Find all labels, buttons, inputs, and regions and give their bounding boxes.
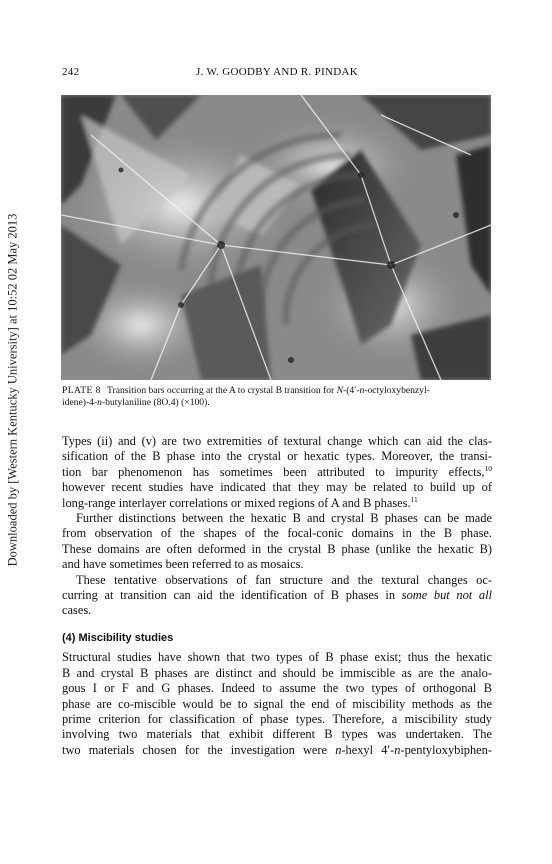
text-line: and have sometimes been referred to as mosaics. [62,557,304,572]
text-line: from observation of the shapes of the focal-conic domains in the B phase. [62,526,492,541]
text-line [62,588,492,603]
text-line: cases. [62,603,92,618]
paragraph [62,434,492,511]
text-line: however recent studies have indicated that they may be related to build up of [62,480,492,495]
text-line [62,496,492,511]
body-text [62,434,492,758]
caption-italic: n [359,385,365,396]
text-line [62,465,492,480]
paragraph [62,650,492,758]
text-run: tion bar phenomenon has sometimes been attributed to impurity effects, [62,464,485,479]
text-line: Types (ii) and (v) are two extremities of textural change which can aid the clas- [62,434,492,448]
text-line: B and crystal B phases are distinct and should be immiscible as are the analo- [62,665,492,680]
caption-italic: n [97,397,102,408]
text-run: -hexyl 4′- [341,742,395,757]
caption-text: -(4′- [343,385,360,396]
emphasis-text: n [335,742,342,757]
text-line: sification of the B phase into the crystal or hexatic types. Moreover, the transi- [62,449,492,464]
caption-text: Transition bars occurring at the A to crystal B transition for [107,385,337,396]
plate-micrograph [61,95,491,380]
text-line: prime criterion for classification of phase types. Therefore, a miscibility study [62,711,492,726]
running-head: J. W. GOODBY AND R. PINDAK [195,66,359,78]
emphasis-text: n [394,742,401,757]
text-run: two materials chosen for the investigation were [62,742,336,757]
text-run: curring at transition can aid the identification of B phases in [62,588,402,603]
paragraph [62,511,492,573]
section-heading: (4) Miscibility studies [62,631,174,644]
text-line: phase are co-miscible would be to signal the end of miscibility methods as the [62,696,492,711]
download-watermark [2,140,24,640]
reference-number: 11 [410,494,418,504]
paragraph [62,573,492,619]
caption-text: idene)-4- [62,397,98,408]
text-line [62,743,492,758]
running-header [62,66,492,82]
caption-text: -butylaniline (8O.4) (×100). [101,397,210,408]
text-line: Further distinctions between the hexatic B and crystal B phases can be made [76,511,492,526]
download-note: Downloaded by [Western Kentucky University] at 10:52 02 May 2013 [5,213,20,567]
reference-number: 10 [484,463,492,473]
emphasis-text: some but not all [401,588,492,603]
plate-caption [62,385,492,409]
page-number: 242 [62,66,80,78]
text-run: long-range interlayer correlations or mixed regions of A and B phases. [62,495,411,510]
text-line: These domains are often deformed in the crystal B phase (unlike the hexatic B) [62,541,492,556]
text-line: gous I or F and G phases. Indeed to assume the two types of orthogonal B [62,681,492,696]
text-run: -pentyloxybiphen- [400,742,492,757]
text-line: Structural studies have shown that two types of B phase exist; thus the hexatic [62,650,492,665]
text-line: involving two materials that exhibit different B types was undertaken. The [62,727,492,742]
caption-italic: N [336,385,344,396]
plate-label: PLATE 8 [62,385,101,396]
text-line: These tentative observations of fan structure and the textural changes oc- [76,572,492,587]
caption-text: -octyloxybenzyl- [364,385,430,396]
